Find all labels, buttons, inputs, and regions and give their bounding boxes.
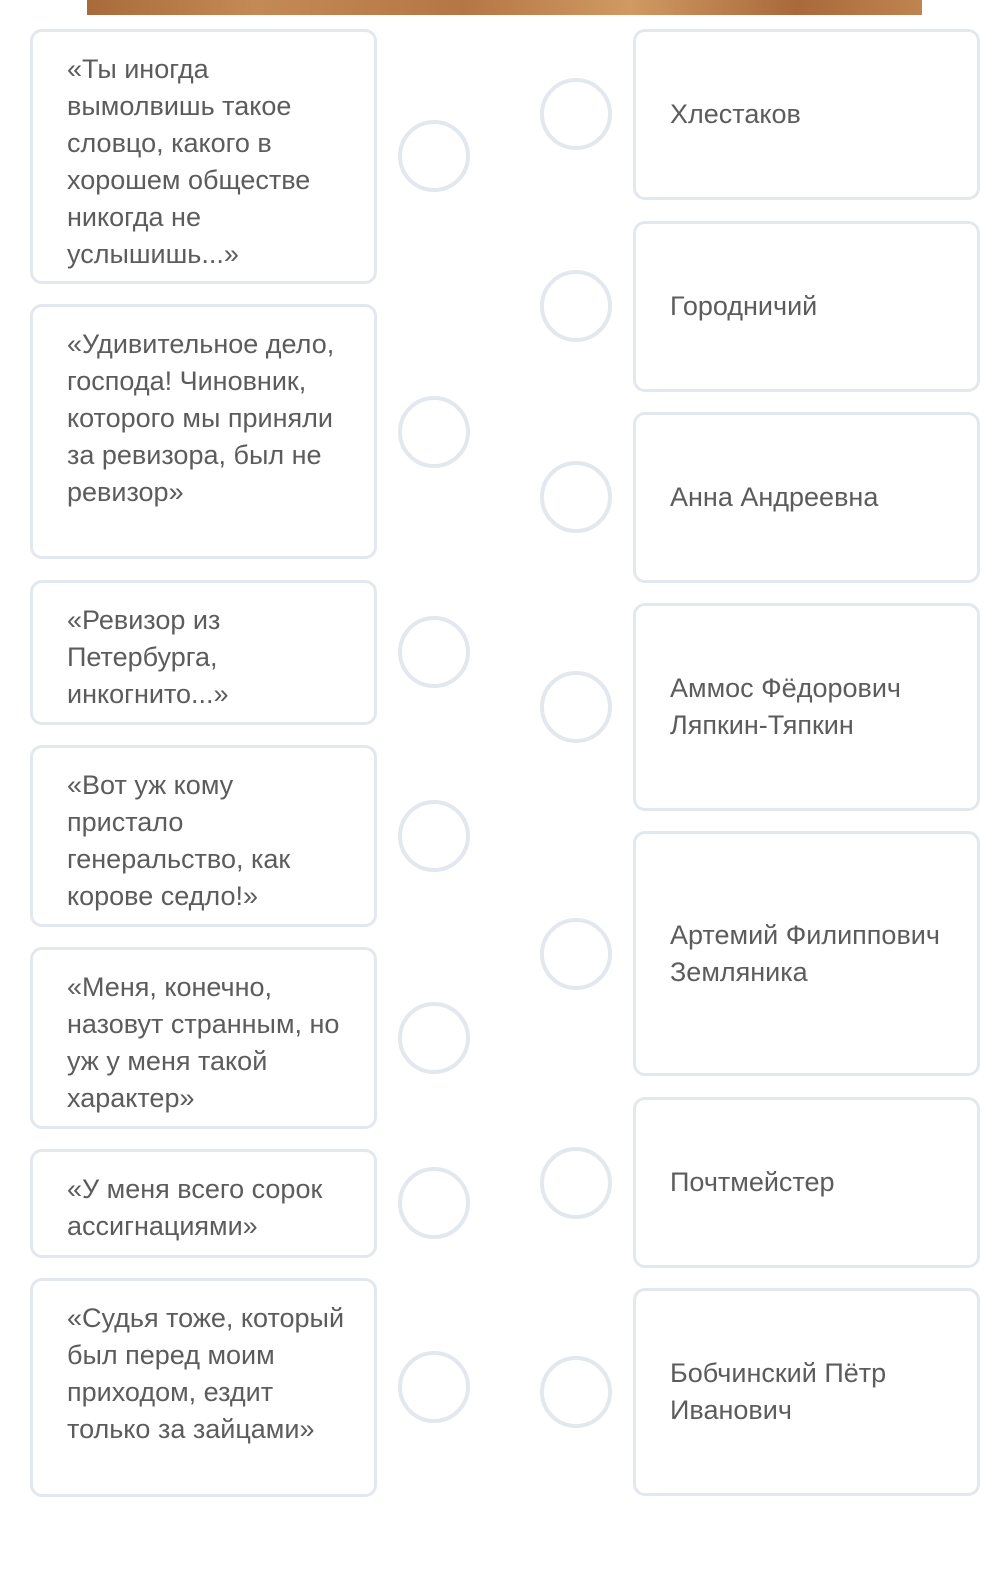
character-card[interactable] bbox=[633, 221, 980, 392]
character-name: Аммос Фёдорович Ляпкин-Тяпкин bbox=[670, 673, 901, 740]
quote-match-radio[interactable] bbox=[398, 1351, 470, 1423]
character-card[interactable] bbox=[633, 831, 980, 1076]
character-card[interactable] bbox=[633, 1097, 980, 1268]
quote-text: «Удивительное дело, господа! Чиновник, которого мы приняли за ревизора, был не ревизор» bbox=[67, 329, 335, 507]
quote-card[interactable] bbox=[30, 1149, 377, 1258]
character-name: Почтмейстер bbox=[670, 1167, 835, 1197]
quote-text: «Судья тоже, который был перед моим приходом, ездит только за зайцами» bbox=[67, 1303, 345, 1444]
quote-match-radio[interactable] bbox=[398, 1002, 470, 1074]
quote-text: «Ты иногда вымолвишь такое словцо, какого в хорошем обществе никогда не услышишь...» bbox=[67, 54, 311, 269]
header-illustration bbox=[87, 0, 922, 15]
quote-text: «Меня, конечно, назовут странным, но уж у меня такой характер» bbox=[67, 972, 340, 1113]
character-name: Бобчинский Пётр Иванович bbox=[670, 1358, 887, 1425]
quote-card[interactable] bbox=[30, 29, 377, 284]
character-match-radio[interactable] bbox=[540, 1147, 612, 1219]
character-match-radio[interactable] bbox=[540, 918, 612, 990]
quote-match-radio[interactable] bbox=[398, 800, 470, 872]
quote-match-radio[interactable] bbox=[398, 1167, 470, 1239]
quote-card[interactable] bbox=[30, 1278, 377, 1497]
character-match-radio[interactable] bbox=[540, 78, 612, 150]
quote-match-radio[interactable] bbox=[398, 616, 470, 688]
quote-text: «Ревизор из Петербурга, инкогнито...» bbox=[67, 605, 229, 709]
character-match-radio[interactable] bbox=[540, 671, 612, 743]
quote-match-radio[interactable] bbox=[398, 120, 470, 192]
character-card[interactable] bbox=[633, 29, 980, 200]
quote-text: «У меня всего сорок ассигнациями» bbox=[67, 1174, 323, 1241]
quote-match-radio[interactable] bbox=[398, 396, 470, 468]
quote-card[interactable] bbox=[30, 947, 377, 1129]
character-card[interactable] bbox=[633, 412, 980, 583]
character-match-radio[interactable] bbox=[540, 270, 612, 342]
quote-card[interactable] bbox=[30, 580, 377, 725]
character-name: Городничий bbox=[670, 291, 818, 321]
quote-card[interactable] bbox=[30, 745, 377, 927]
character-match-radio[interactable] bbox=[540, 461, 612, 533]
character-card[interactable] bbox=[633, 1288, 980, 1496]
character-name: Артемий Филиппович Земляника bbox=[670, 919, 940, 987]
character-name: Анна Андреевна bbox=[670, 482, 879, 512]
character-card[interactable] bbox=[633, 603, 980, 811]
character-match-radio[interactable] bbox=[540, 1356, 612, 1428]
quote-text: «Вот уж кому пристало генеральство, как корове седло!» bbox=[67, 770, 291, 911]
quote-card[interactable] bbox=[30, 304, 377, 559]
character-name: Хлестаков bbox=[670, 99, 801, 129]
